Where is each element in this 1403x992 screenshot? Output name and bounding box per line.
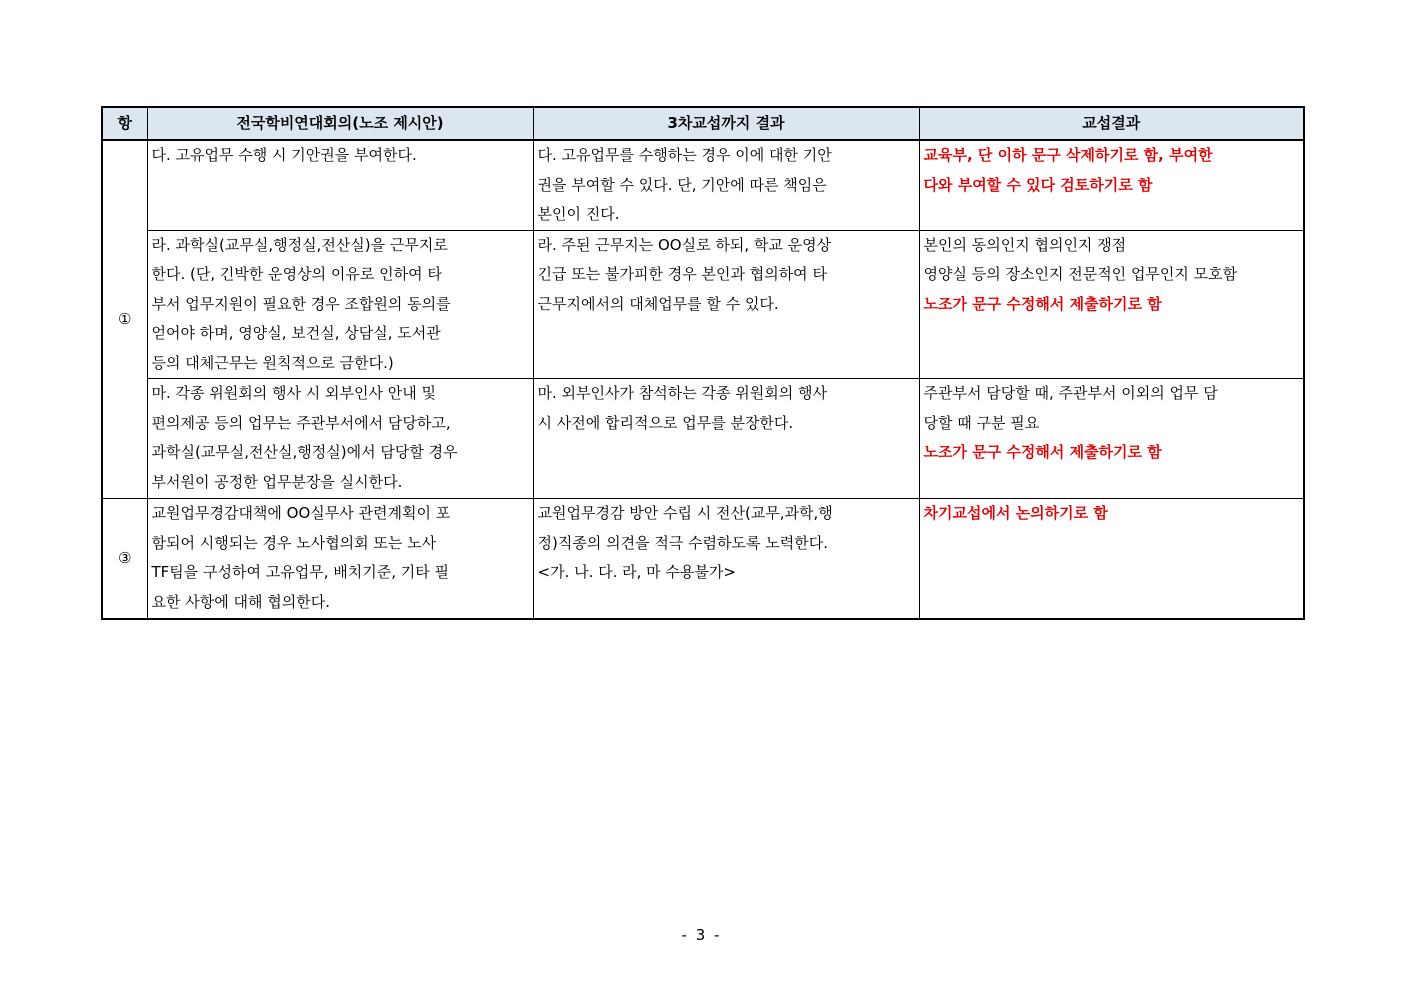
negotiation-table bbox=[101, 106, 1305, 620]
text-line: 라. 주된 근무지는 OO실로 하되, 학교 운영상 bbox=[537, 235, 832, 254]
table-row bbox=[102, 379, 1304, 499]
text-line: 긴급 또는 불가피한 경우 본인과 협의하여 타 bbox=[537, 265, 827, 283]
negotiation-result-cell bbox=[919, 230, 1304, 379]
header-union-proposal: 전국학비연대회의(노조 제시안) bbox=[147, 107, 533, 140]
text-line: 근무지에서의 대체업무를 할 수 있다. bbox=[537, 294, 779, 313]
result-highlight-line: 노조가 문구 수정해서 제출하기로 함 bbox=[923, 294, 1162, 313]
third-round-result-cell bbox=[533, 140, 919, 230]
table-header-row bbox=[102, 107, 1304, 140]
item-number: ③ bbox=[102, 499, 147, 619]
table-row bbox=[102, 230, 1304, 379]
text-line: 요한 사항에 대해 협의한다. bbox=[151, 592, 330, 611]
text-line: <가. 나. 다. 라, 마 수용불가> bbox=[537, 563, 736, 581]
table-row bbox=[102, 499, 1304, 619]
third-round-result-cell bbox=[533, 499, 919, 619]
text-line: 함되어 시행되는 경우 노사협의회 또는 노사 bbox=[151, 533, 437, 552]
result-highlight-line: 노조가 문구 수정해서 제출하기로 함 bbox=[923, 443, 1162, 461]
text-line: 얻어야 하며, 영양실, 보건실, 상담실, 도서관 bbox=[151, 324, 441, 342]
text-line: 영양실 등의 장소인지 전문적인 업무인지 모호함 bbox=[923, 265, 1238, 283]
third-round-result-cell bbox=[533, 230, 919, 379]
text-line: 주관부서 담당할 때, 주관부서 이외의 업무 담 bbox=[923, 384, 1218, 402]
text-line: 본인이 진다. bbox=[537, 205, 620, 223]
text-line: 한다. (단, 긴박한 운영상의 이유로 인하여 타 bbox=[151, 265, 442, 283]
text-line: 교원업무경감 방안 수립 시 전산(교무,과학,행 bbox=[537, 504, 833, 522]
negotiation-result-cell bbox=[919, 499, 1304, 619]
result-highlight-line: 교육부, 단 이하 문구 삭제하기로 함, 부여한 bbox=[923, 146, 1213, 164]
text-line: 마. 외부인사가 참석하는 각종 위원회의 행사 bbox=[537, 384, 827, 402]
union-proposal-cell bbox=[147, 379, 533, 499]
text-line: 본인의 동의인지 협의인지 쟁점 bbox=[923, 235, 1127, 254]
header-negotiation-result: 교섭결과 bbox=[919, 107, 1304, 140]
negotiation-result-cell bbox=[919, 379, 1304, 499]
header-third-round-result: 3차교섭까지 결과 bbox=[533, 107, 919, 140]
table-body bbox=[102, 140, 1304, 619]
result-highlight-line: 다와 부여할 수 있다 검토하기로 함 bbox=[923, 175, 1153, 194]
text-line: 부서 업무지원이 필요한 경우 조합원의 동의를 bbox=[151, 294, 451, 313]
text-line: 권을 부여할 수 있다. 단, 기안에 따른 책임은 bbox=[537, 175, 827, 194]
text-line: 과학실(교무실,전산실,행정실)에서 담당할 경우 bbox=[151, 443, 458, 461]
negotiation-result-cell bbox=[919, 140, 1304, 230]
third-round-result-cell bbox=[533, 379, 919, 499]
item-number: ① bbox=[102, 140, 147, 499]
header-item: 항 bbox=[102, 107, 147, 140]
union-proposal-cell bbox=[147, 140, 533, 230]
text-line: 등의 대체근무는 원칙적으로 금한다.) bbox=[151, 353, 394, 372]
text-line: 라. 과학실(교무실,행정실,전산실)을 근무지로 bbox=[151, 235, 448, 254]
text-line: 교원업무경감대책에 OO실무사 관련계획이 포 bbox=[151, 504, 451, 522]
result-highlight-line: 차기교섭에서 논의하기로 함 bbox=[923, 504, 1108, 522]
page-number: - 3 - bbox=[681, 926, 722, 944]
union-proposal-cell bbox=[147, 499, 533, 619]
text-line: 편의제공 등의 업무는 주관부서에서 담당하고, bbox=[151, 413, 451, 432]
text-line: TF팀을 구성하여 고유업무, 배치기준, 기타 필 bbox=[151, 563, 449, 581]
text-line: 정)직종의 의견을 적극 수렴하도록 노력한다. bbox=[537, 533, 829, 552]
text-line: 다. 고유업무를 수행하는 경우 이에 대한 기안 bbox=[537, 146, 832, 164]
text-line: 다. 고유업무 수행 시 기안권을 부여한다. bbox=[151, 146, 417, 164]
text-line: 당할 때 구분 필요 bbox=[923, 413, 1040, 432]
table-row bbox=[102, 140, 1304, 230]
text-line: 부서원이 공정한 업무분장을 실시한다. bbox=[151, 472, 403, 491]
text-line: 시 사전에 합리적으로 업무를 분장한다. bbox=[537, 413, 794, 432]
text-line: 마. 각종 위원회의 행사 시 외부인사 안내 및 bbox=[151, 384, 436, 402]
union-proposal-cell bbox=[147, 230, 533, 379]
